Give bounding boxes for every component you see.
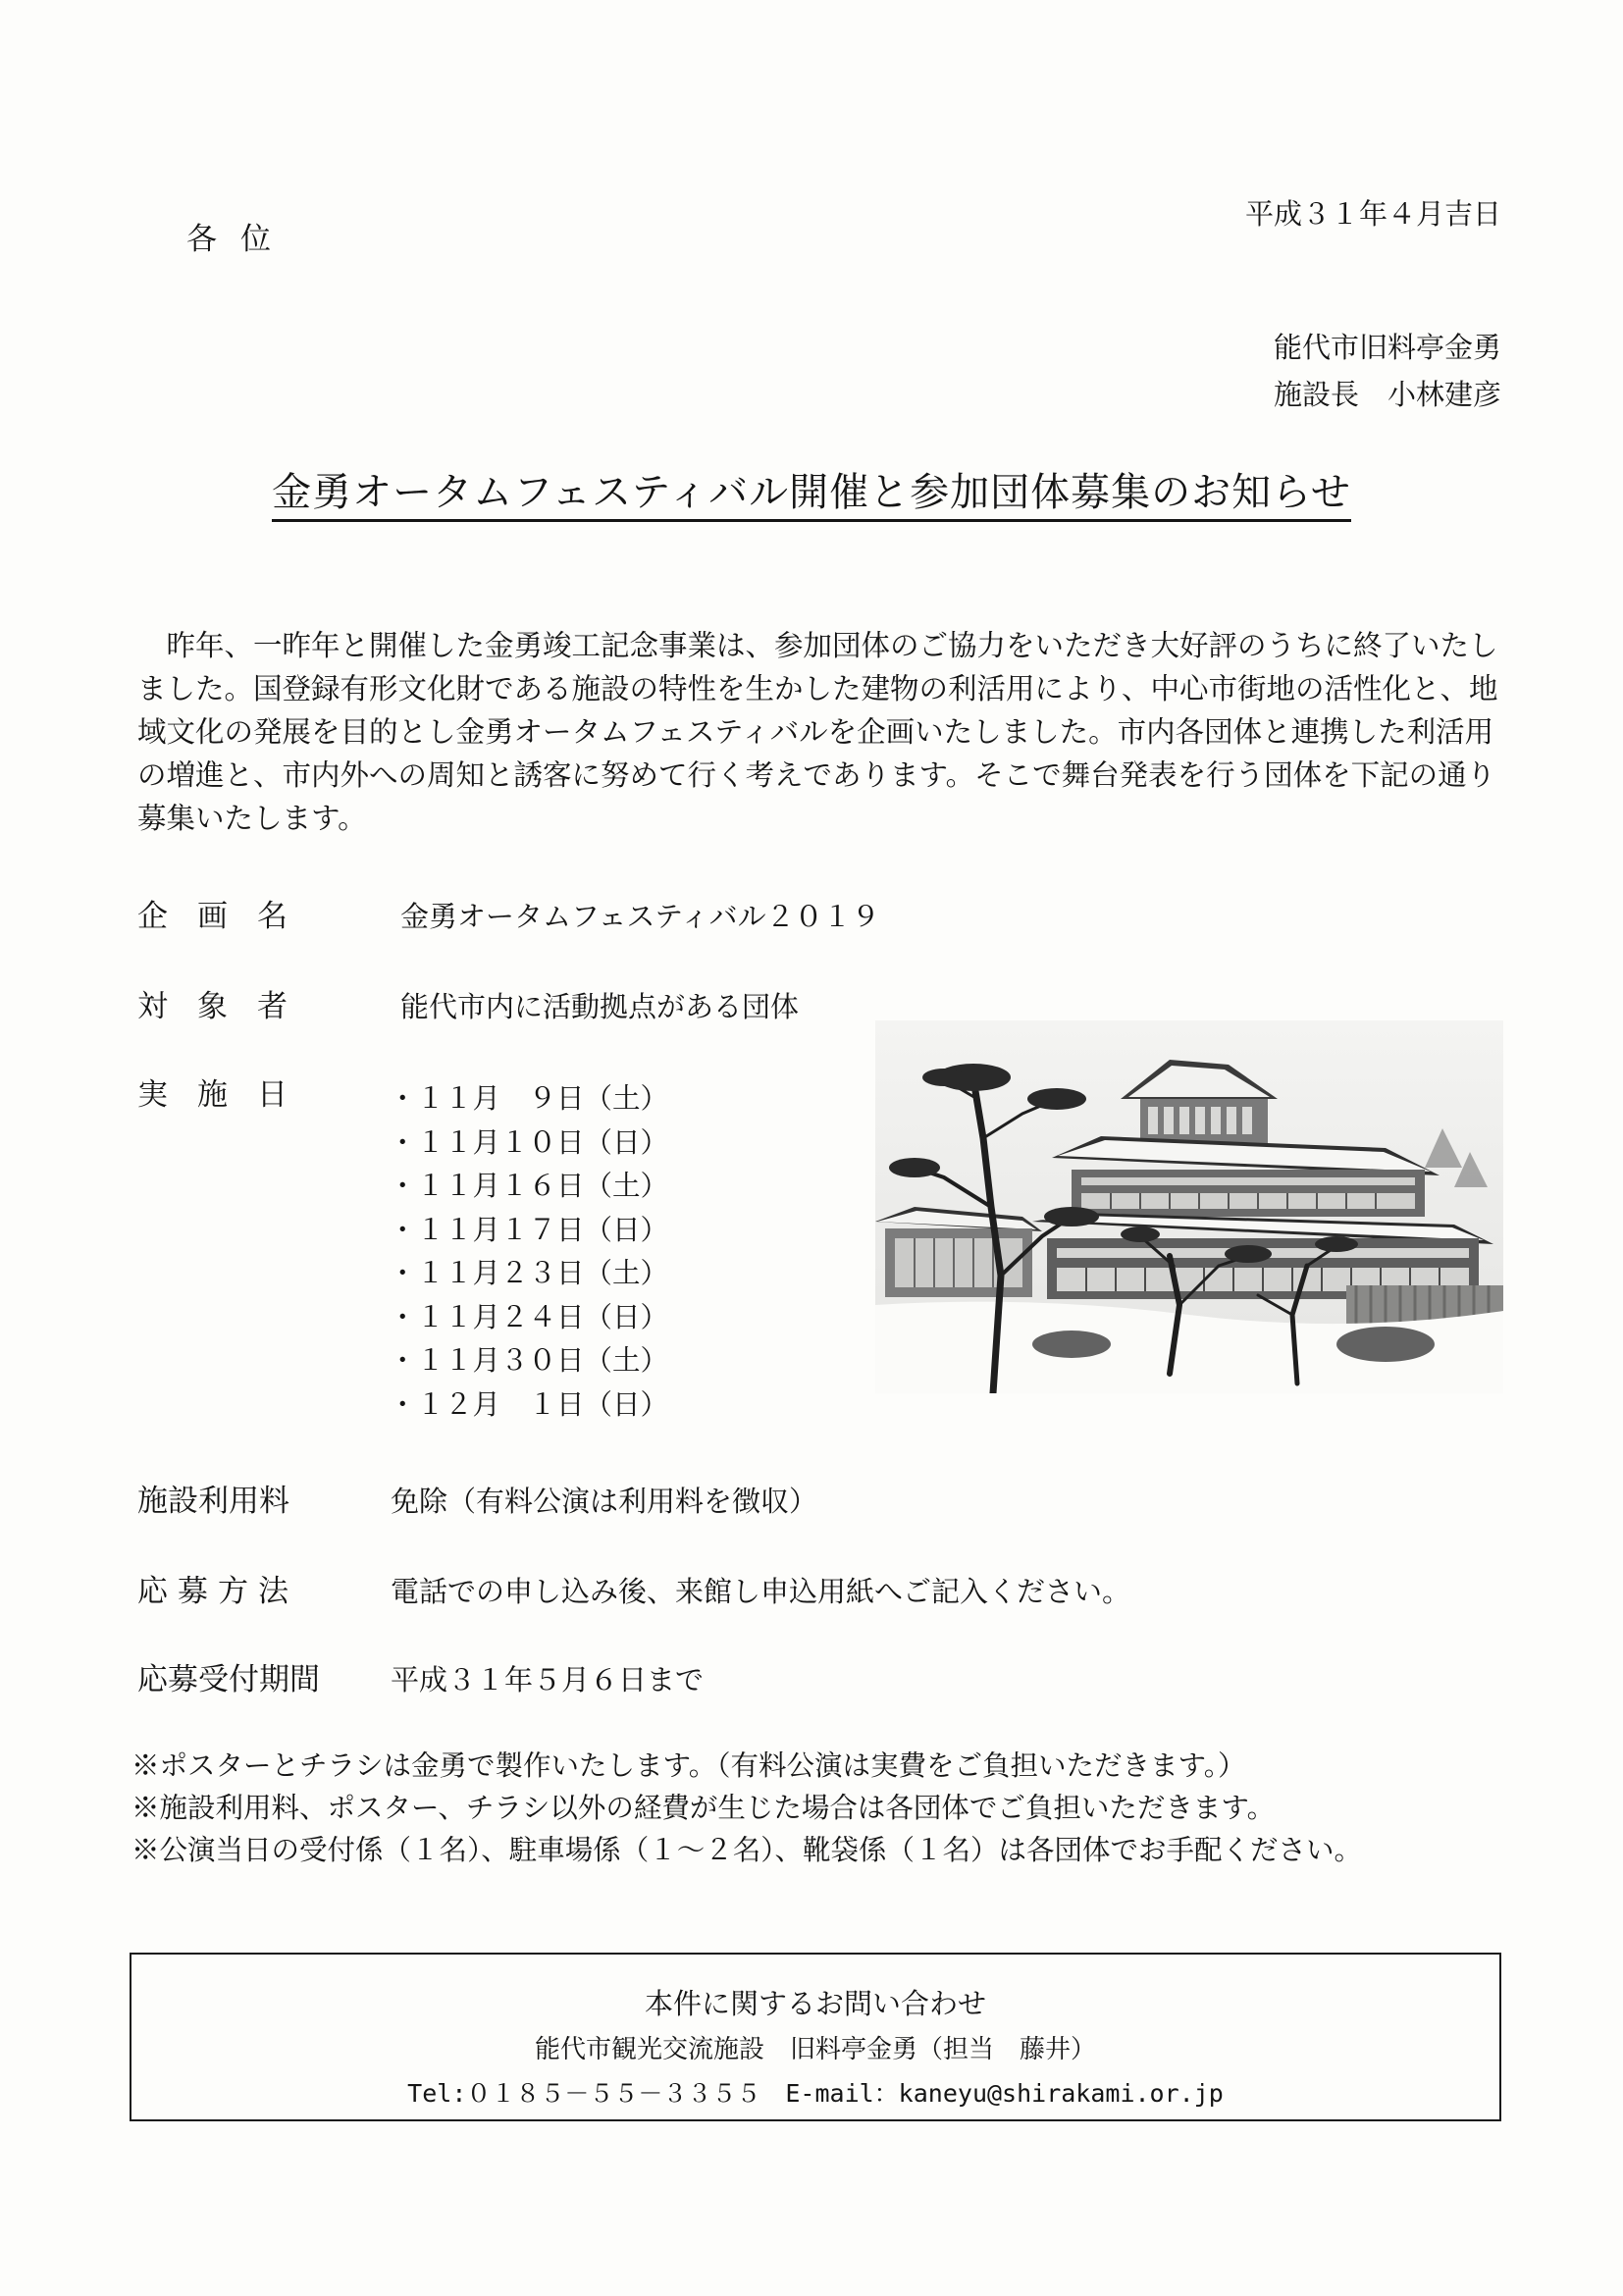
target-value: 能代市内に活動拠点がある団体 (400, 990, 800, 1023)
contact-heading: 本件に関するお問い合わせ (644, 1987, 986, 2020)
contact-org: 能代市観光交流施設 旧料亭金勇（担当 藤井） (534, 2035, 1096, 2064)
period-label: 応募受付期間 (137, 1662, 320, 1697)
date-item: ・１１月 ９日（土） (389, 1082, 669, 1115)
date-item: ・１１月１６日（土） (389, 1170, 669, 1202)
note-item: ※公演当日の受付係（１名）、駐車場係（１～２名）、靴袋係（１名）は各団体でお手配ください。 (131, 1834, 1363, 1866)
date-item: ・１１月２３日（土） (389, 1257, 669, 1289)
apply-value: 電話での申し込み後、来館し申込用紙へご記入ください。 (391, 1575, 1131, 1608)
recipients: 各位 (186, 222, 294, 257)
date-item: ・１１月１７日（日） (389, 1213, 669, 1246)
building-photo (875, 1020, 1503, 1393)
date-item: ・１１月２４日（日） (389, 1300, 669, 1333)
project-label: 企画名 (137, 899, 317, 934)
intro-paragraph: 昨年、一昨年と開催した金勇竣工記念事業は、参加団体のご協力をいただき大好評のうちに終了いたしました。国登録有形文化財である施設の特性を生かした建物の利活用により、中心市街地の活性化と、地域文化の発展を目的とし金勇オータムフェスティバルを企画いたしました。市内各団体と連携した利活用の増進と、市内外への周知と誘客に努めて行く考えであります。そこで舞台発表を行う団体を下記の通り募集いたします。 (137, 629, 1498, 835)
date-item: ・１２月 １日（日） (389, 1387, 669, 1421)
apply-label: 応募方法 (137, 1574, 298, 1609)
notes (131, 1745, 1505, 1871)
sender-org: 能代市旧料亭金勇 (1273, 331, 1501, 364)
sender-title: 施設長 小林建彦 (1273, 378, 1501, 411)
contact-box (130, 1953, 1501, 2121)
issue-date: 平成３１年４月吉日 (1244, 197, 1501, 231)
date-item: ・１１月３０日（土） (389, 1344, 669, 1377)
fee-value: 免除（有料公演は利用料を徴収） (391, 1485, 818, 1518)
document-title (0, 461, 1623, 517)
target-label: 対象者 (137, 989, 317, 1024)
dates-label: 実施日 (137, 1077, 317, 1113)
contact-tel-email: Tel:０１８５－５５－３３５５ E-mail：kaneyu@shirakami.or.jp (407, 2079, 1224, 2108)
note-item: ※施設利用料、ポスター、チラシ以外の経費が生じた場合は各団体でご負担いただきます。 (131, 1792, 1276, 1824)
fee-label: 施設利用料 (137, 1484, 289, 1519)
project-value: 金勇オータムフェスティバル２０１９ (400, 900, 880, 933)
date-list (389, 1077, 668, 1427)
date-item: ・１１月１０日（日） (389, 1125, 669, 1159)
document-title-text: 金勇オータムフェスティバル開催と参加団体募集のお知らせ (272, 470, 1351, 522)
period-value: 平成３１年５月６日まで (391, 1663, 705, 1696)
sender-block (1274, 324, 1501, 418)
note-item: ※ポスターとチラシは金勇で製作いたします。（有料公演は実費をご負担いただきます。） (131, 1749, 1246, 1782)
